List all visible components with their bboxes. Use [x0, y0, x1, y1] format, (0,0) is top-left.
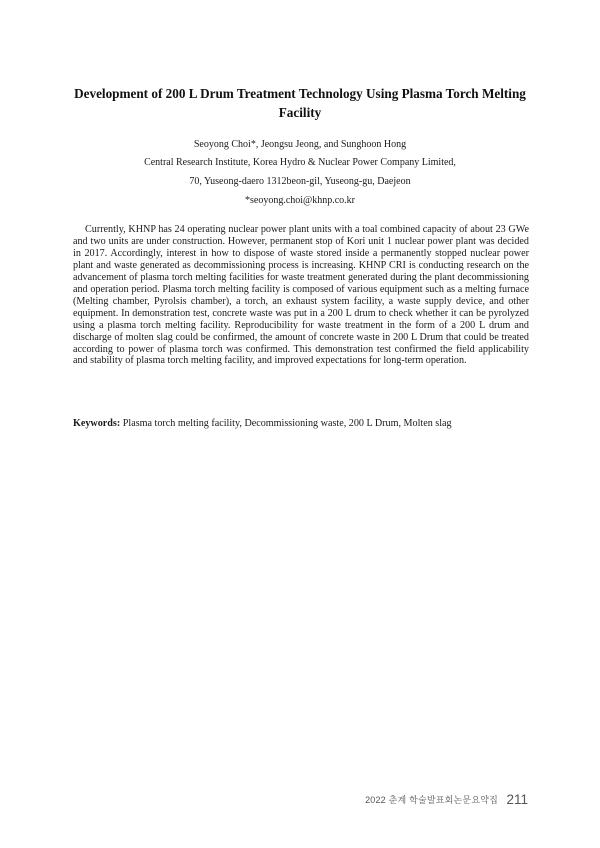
author-list: Seoyong Choi*, Jeongsu Jeong, and Sunghoon Hong — [193, 139, 407, 150]
corresponding-email: *seoyong.choi@khnp.co.kr — [244, 195, 356, 206]
keywords-text: Plasma torch melting facility, Decommissioning waste, 200 L Drum, Molten slag — [122, 418, 452, 429]
paper-title: Development of 200 L Drum Treatment Technology Using Plasma Torch Melting Facility — [74, 86, 526, 120]
affiliation-line-1: Central Research Institute, Korea Hydro & Nuclear Power Company Limited, — [144, 157, 456, 168]
abstract-text: Currently, KHNP has 24 operating nuclear power plant units with a toal combined capacity of about 23 GWe and two units are under construction. However, permanent stop of Kori unit 1 nuclear power plant was decided in 2017. Accordingly, interest in how to dispose of waste stored inside a permanently stopped nuclear power plant and waste generated as decommissioning process is increasing. KHNP CRI is conducting research on the advancement of plasma torch melting facilities for waste treatment generated during the plant decommissioning and operation period. Plasma torch melting facility is composed of various equipment such as a melting furnace (Melting chamber, Pyrolsis chamber), a torch, an exhaust system facility, a waste supply device, and other equipment. In demonstration test, concrete waste was put in a 200 L drum to check whether it can be pyrolyzed using a plasma torch melting facility. Reproducibility for waste treatment in the form of a 200 L drum and discharge of molten slag could be confirmed, the amount of concrete waste in 200 L Drum that could be treated according to power of plasma torch was confirmed. This demonstration test confirmed the field applicability and stability of plasma torch melting facility, and improved expectations for long-term operation. — [73, 224, 529, 367]
affiliation-line-2: 70, Yuseong-daero 1312beon-gil, Yuseong-gu, Daejeon — [189, 176, 411, 187]
page-footer — [365, 790, 528, 808]
keywords-label: Keywords: — [73, 418, 121, 429]
keywords-line — [73, 418, 529, 430]
proceedings-title: 2022 춘계 학술발표회논문요약집 — [365, 795, 499, 805]
page-number: 211 — [506, 792, 528, 807]
